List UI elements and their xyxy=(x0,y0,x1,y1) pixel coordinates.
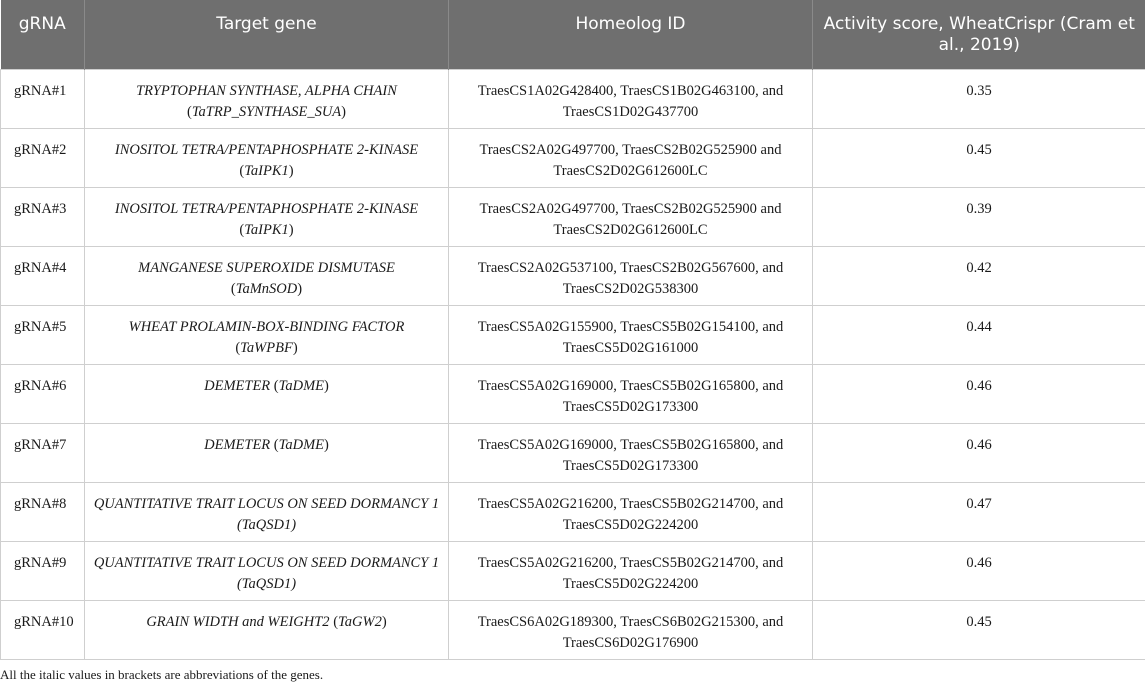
cell-activity-score: 0.44 xyxy=(813,305,1145,364)
homeolog-line: TraesCS5D02G161000 xyxy=(562,339,699,356)
header-homeolog-id: Homeolog ID xyxy=(449,0,813,69)
header-activity-score: Activity score, WheatCrispr (Cram et al., 2019) xyxy=(813,0,1145,69)
homeolog-line: TraesCS6D02G176900 xyxy=(562,634,699,651)
cell-grna: gRNA#8 xyxy=(1,482,85,541)
table-row xyxy=(1,128,1145,187)
gene-abbreviation-text: TaTRP_SYNTHASE_SUA xyxy=(191,103,342,120)
cell-activity-score: 0.46 xyxy=(813,541,1145,600)
cell-target-gene xyxy=(85,69,449,128)
cell-activity-score: 0.39 xyxy=(813,187,1145,246)
cell-grna: gRNA#9 xyxy=(1,541,85,600)
cell-target-gene xyxy=(85,187,449,246)
cell-homeolog-id xyxy=(449,69,813,128)
table-row xyxy=(1,541,1145,600)
gene-name: INOSITOL TETRA/PENTAPHOSPHATE 2-KINASE xyxy=(114,200,419,217)
table-row xyxy=(1,246,1145,305)
homeolog-line: TraesCS2D02G612600LC xyxy=(553,221,708,238)
cell-target-gene xyxy=(85,600,449,659)
homeolog-line: TraesCS2A02G497700, TraesCS2B02G525900 and xyxy=(479,141,782,158)
header-target-gene: Target gene xyxy=(85,0,449,69)
cell-homeolog-id xyxy=(449,305,813,364)
gene-abbreviation: (TaTRP_SYNTHASE_SUA) xyxy=(186,103,346,120)
cell-grna: gRNA#5 xyxy=(1,305,85,364)
cell-homeolog-id xyxy=(449,246,813,305)
homeolog-line: TraesCS5D02G173300 xyxy=(562,457,699,474)
cell-target-gene xyxy=(85,305,449,364)
table-row xyxy=(1,423,1145,482)
homeolog-line: TraesCS2A02G497700, TraesCS2B02G525900 and xyxy=(479,200,782,217)
gene-abbreviation-text: TaIPK1 xyxy=(244,221,289,238)
cell-activity-score: 0.42 xyxy=(813,246,1145,305)
header-grna: gRNA xyxy=(1,0,85,69)
cell-homeolog-id xyxy=(449,187,813,246)
gene-abbreviation: (TaIPK1) xyxy=(239,221,294,238)
cell-grna: gRNA#2 xyxy=(1,128,85,187)
cell-grna: gRNA#4 xyxy=(1,246,85,305)
cell-grna: gRNA#7 xyxy=(1,423,85,482)
cell-activity-score: 0.45 xyxy=(813,128,1145,187)
gene-name: DEMETER xyxy=(204,436,271,453)
gene-name: GRAIN WIDTH and WEIGHT2 xyxy=(146,613,330,630)
cell-activity-score: 0.47 xyxy=(813,482,1145,541)
cell-homeolog-id xyxy=(449,423,813,482)
gene-abbreviation-text: TaWPBF xyxy=(240,339,293,356)
table-row xyxy=(1,364,1145,423)
gene-abbreviation: (TaDME) xyxy=(273,436,329,453)
table-row xyxy=(1,305,1145,364)
cell-grna: gRNA#10 xyxy=(1,600,85,659)
cell-target-gene xyxy=(85,246,449,305)
gene-abbreviation-text: TaGW2 xyxy=(338,613,382,630)
cell-homeolog-id xyxy=(449,482,813,541)
cell-target-gene xyxy=(85,128,449,187)
table-header xyxy=(1,0,1145,69)
cell-activity-score: 0.35 xyxy=(813,69,1145,128)
cell-grna: gRNA#1 xyxy=(1,69,85,128)
header-row xyxy=(1,0,1145,69)
homeolog-line: TraesCS5A02G216200, TraesCS5B02G214700, and xyxy=(477,554,784,571)
homeolog-line: TraesCS2A02G537100, TraesCS2B02G567600, and xyxy=(477,259,784,276)
cell-homeolog-id xyxy=(449,364,813,423)
gene-abbreviation: (TaDME) xyxy=(273,377,329,394)
gene-name: TRYPTOPHAN SYNTHASE, ALPHA CHAIN xyxy=(136,82,397,99)
gene-abbreviation-text: TaDME xyxy=(278,436,325,453)
cell-homeolog-id xyxy=(449,541,813,600)
homeolog-line: TraesCS5D02G224200 xyxy=(562,516,699,533)
homeolog-line: TraesCS5A02G155900, TraesCS5B02G154100, and xyxy=(477,318,784,335)
cell-homeolog-id xyxy=(449,600,813,659)
homeolog-line: TraesCS6A02G189300, TraesCS6B02G215300, and xyxy=(477,613,784,630)
homeolog-line: TraesCS5A02G169000, TraesCS5B02G165800, and xyxy=(477,377,784,394)
homeolog-line: TraesCS2D02G538300 xyxy=(562,280,699,297)
gene-abbreviation: (TaIPK1) xyxy=(239,162,294,179)
gene-name: DEMETER xyxy=(204,377,271,394)
gene-abbreviation: (TaWPBF) xyxy=(235,339,298,356)
table-row xyxy=(1,69,1145,128)
cell-target-gene xyxy=(85,423,449,482)
gene-name: QUANTITATIVE TRAIT LOCUS ON SEED DORMANCY 1 (TaQSD1) xyxy=(93,554,440,592)
gene-name: WHEAT PROLAMIN-BOX-BINDING FACTOR xyxy=(128,318,405,335)
table-row xyxy=(1,482,1145,541)
gene-abbreviation-text: TaIPK1 xyxy=(244,162,289,179)
cell-activity-score: 0.46 xyxy=(813,364,1145,423)
homeolog-line: TraesCS1D02G437700 xyxy=(562,103,699,120)
cell-target-gene xyxy=(85,364,449,423)
cell-activity-score: 0.46 xyxy=(813,423,1145,482)
cell-activity-score: 0.45 xyxy=(813,600,1145,659)
gene-abbreviation-text: TaDME xyxy=(278,377,325,394)
homeolog-line: TraesCS5A02G169000, TraesCS5B02G165800, and xyxy=(477,436,784,453)
gene-abbreviation: (TaGW2) xyxy=(333,613,387,630)
table-footnote: All the italic values in brackets are abbreviations of the genes. xyxy=(0,667,324,682)
table-row xyxy=(1,187,1145,246)
gene-abbreviation: (TaMnSOD) xyxy=(230,280,303,297)
gene-name: INOSITOL TETRA/PENTAPHOSPHATE 2-KINASE xyxy=(114,141,419,158)
gene-name: MANGANESE SUPEROXIDE DISMUTASE xyxy=(138,259,395,276)
cell-target-gene xyxy=(85,541,449,600)
cell-target-gene xyxy=(85,482,449,541)
cell-grna: gRNA#6 xyxy=(1,364,85,423)
homeolog-line: TraesCS5A02G216200, TraesCS5B02G214700, and xyxy=(477,495,784,512)
homeolog-line: TraesCS2D02G612600LC xyxy=(553,162,708,179)
gene-abbreviation-text: TaMnSOD xyxy=(235,280,298,297)
gene-name: QUANTITATIVE TRAIT LOCUS ON SEED DORMANCY 1 (TaQSD1) xyxy=(93,495,440,533)
homeolog-line: TraesCS5D02G173300 xyxy=(562,398,699,415)
homeolog-line: TraesCS5D02G224200 xyxy=(562,575,699,592)
table-row xyxy=(1,600,1145,659)
cell-grna: gRNA#3 xyxy=(1,187,85,246)
table-body xyxy=(1,69,1145,659)
homeolog-line: TraesCS1A02G428400, TraesCS1B02G463100, and xyxy=(477,82,784,99)
cell-homeolog-id xyxy=(449,128,813,187)
